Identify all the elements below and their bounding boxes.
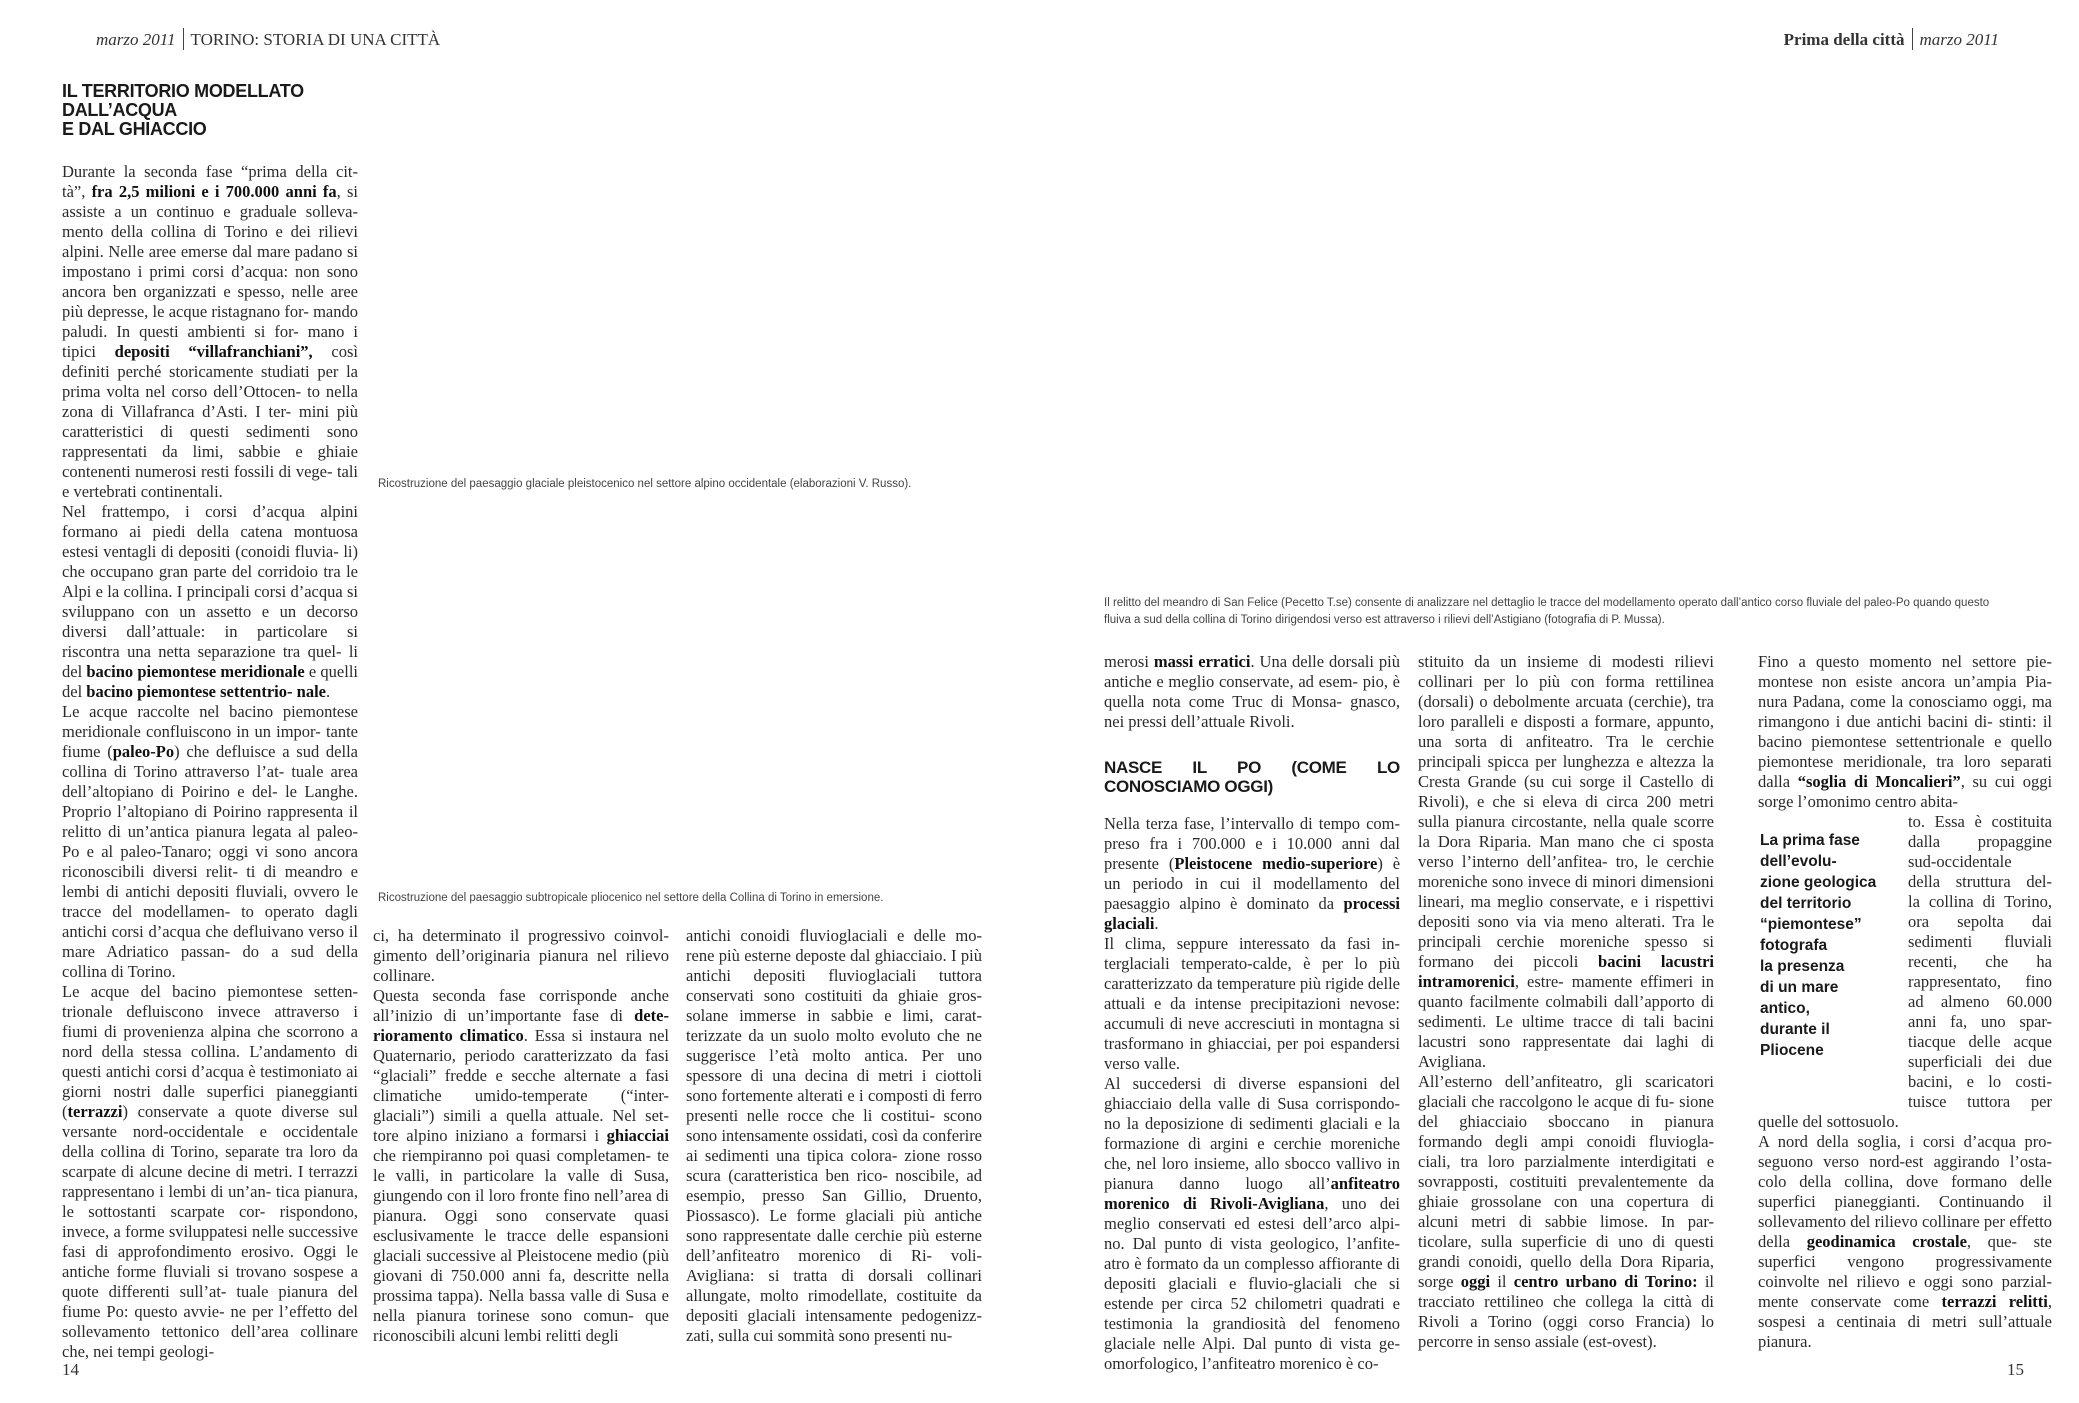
header-section: Prima della città	[1783, 30, 1905, 49]
paragraph: Durante la seconda fase “prima della cit- tà”, fra 2,5 milioni e i 700.000 anni fa, si assiste a un continuo e graduale solleva- mento della collina di Torino e dei rilievi alpini. Nelle aree emerse dal mare padano si impostano i primi corsi d’acqua: non sono ancora ben organizzati e spesso, nelle aree più depresse, le acque ristagnano for- mando paludi. In questi ambienti si for- mano i tipici depositi “villafranchiani”, così definiti perché storicamente studiati per la prima volta nel corso dell’Ottocen- to nella zona di Villafranca d’Asti. I ter- mini più caratteristici di questi sedimenti sono rappresentati da limi, sabbie e ghiaie contenenti numerosi resti fossili di vege- tali e vertebrati continentali.	[62, 162, 359, 501]
header-date: marzo 2011	[1919, 30, 1999, 49]
text-column-6-bottom	[1758, 1112, 2052, 1352]
paragraph: Nella terza fase, l’intervallo di tempo com- preso fra i 700.000 e i 10.000 anni dal presente (Pleistocene medio-superiore) è un periodo in cui il modellamento del paesaggio alpino è dominato da processi glaciali.	[1104, 814, 1401, 933]
text-column-1	[62, 162, 358, 1362]
page-number-left: 14	[62, 1360, 79, 1379]
paragraph: antichi conoidi fluvioglaciali e delle mo- rene più esterne deposte dal ghiacciaio. I più antichi depositi fluvioglaciali tuttora conservati sono costituiti da ghiaie gros- solane immerse in sabbie e limi, carat- terizzate da un suolo molto evoluto che ne suggerisce l’età molto antica. Per uno spessore di una decina di metri i ciottoli sono fortemente alterati e i composti di ferro presenti nelle rocce che li costitui- scono sono intensamente ossidati, così da conferire ai sedimenti una tipica colora- zione rosso scura (caratteristica ben rico- noscibile, ad esempio, presso San Gillio, Druento, Piossasco). Le forme glaciali più antiche sono rappresentate dalle cerchie più esterne dell’anfiteatro morenico di Ri- voli-Avigliana: si tratta di dorsali collinari allungate, molto rimodellate, costituite da depositi glaciali intensamente pedogenizz- zati, sulla cui sommità sono presenti nu-	[686, 926, 983, 1345]
paragraph: merosi massi erratici. Una delle dorsali più antiche e meglio conservate, ad esem- pio, è quella nota come Truc di Monsa- gnasco, nei pressi dell’attuale Rivoli.	[1104, 652, 1401, 731]
figure-caption: Il relitto del meandro di San Felice (Pecetto T.se) consente di analizzare nel dettaglio le tracce del modellamento operato dall’antico corso fluviale del paleo-Po quando questo fluiva a sud della collina di Torino dirigendosi verso est attraverso i rilievi dell’Astigiano (fotografia di P. Mussa).	[1104, 597, 1990, 626]
text-column-6-narrow: to. Essa è costituita dalla propaggine sud-occidentale della struttura del- la collina di Torino, ora sepolta dai sedimenti fluviali recenti, che ha rappresentato, fino ad almeno 60.000 anni fa, uno spar- tiacque delle acque superficiali dei due bacini, e lo costi- tuisce tuttora per	[1908, 812, 2052, 1111]
paragraph: stituito da un insieme di modesti rilievi collinari per lo più con forma rettilinea (dorsali) o debolmente arcuata (cerchie), tra loro paralleli e disposti a formare, appunto, una sorta di anfiteatro. Tra le cerchie principali spicca per lunghezza e altezza la Cresta Grande (su cui sorge il Castello di Rivoli), e che si eleva di circa 200 metri sulla pianura circostante, nella quale scorre la Dora Riparia. Man mano che ci sposta verso l’interno dell’anfitea- tro, le cerchie moreniche sono invece di minori dimensioni lineari, ma meglio conservate, e i rispettivi depositi sono via via meno alterati. Tra le principali cerchie moreniche spesso si formano dei piccoli bacini lacustri intramorenici, estre- mamente effimeri in quanto facilmente colmabili dall’apporto di sedimenti. Le ultime tracce di tali bacini lacustri sono rappresentate dai laghi di Avigliana.	[1418, 652, 1715, 1071]
text-column-4	[1104, 652, 1400, 1374]
header-divider	[183, 28, 184, 50]
text-column-2	[373, 926, 669, 1346]
paragraph: Le acque raccolte nel bacino piemontese meridionale confluiscono in un impor- tante fiume (paleo-Po) che defluisce a sud della collina di Torino attraverso l’at- tuale area dell’altopiano di Poirino e del- le Langhe. Proprio l’altopiano di Poirino rappresenta il relitto di un’antica pianura legata al paleo-Po e al paleo-Tanaro; oggi vi sono ancora riconoscibili diversi relit- ti di meandro e lembi di antichi depositi fluviali, ovvero le tracce del modellamen- to operato dagli antichi corsi d’acqua che defluivano verso il mare Adriatico passan- do a sud della collina di Torino.	[62, 702, 359, 981]
paragraph: A nord della soglia, i corsi d’acqua pro- seguono verso nord-est aggirando l’osta- colo della collina, dove formano delle superfici pianeggianti. Continuando il sollevamento del rilievo collinare per effetto della geodinamica crostale, que- ste superfici vengono progressivamente coinvolte nel rilievo e oggi sono parzial- mente conservate come terrazzi relitti, sospesi a centinaia di metri sull’attuale pianura.	[1758, 1132, 2053, 1351]
paragraph: ci, ha determinato il progressivo coinvol- gimento dell’originaria pianura nel rilievo collinare.	[373, 926, 669, 985]
paragraph: Le acque del bacino piemontese setten- trionale defluiscono invece attraverso i fiumi di provenienza alpina che scorrono a nord della stessa collina. L’andamento di questi antichi corsi d’acqua è testimoniato ai giorni nostri dalle superfici pianeggianti (terrazzi) conservate a quote diverse sul versante nord-occidentale e occidentale della collina di Torino, separate tra loro da scarpate di alcune decine di metri. I terrazzi rappresentano i lembi di un’an- tica pianura, le sottostanti scarpate cor- rispondono, invece, a forme sviluppatesi nelle successive fasi di approfondimento erosivo. Oggi le antiche forme fluviali si trovano sospese a quote differenti sull’at- tuale pianura del fiume Po: questo avvie- ne per l’effetto del sollevamento tettonico dell’area collinare che, nei tempi geologi-	[62, 982, 359, 1361]
right-running-header	[1784, 28, 1999, 50]
text-column-5	[1418, 652, 1714, 1352]
pull-quote: La prima fase dell’evolu- zione geologica del territorio “piemontese” fotografa la presenza di un mare antico, durante il Pliocene	[1760, 832, 1877, 1059]
left-running-header	[96, 28, 440, 50]
paragraph: quelle del sottosuolo.	[1758, 1112, 1899, 1131]
paragraph: All’esterno dell’anfiteatro, gli scaricatori glaciali che raccolgono le acque di fu- sione del ghiacciaio sboccano in pianura formando degli ampi conoidi fluviogla- ciali, tra loro parzialmente interdigitati e sovrapposti, costituiti prevalentemente da ghiaie grossolane con una copertura di alcuni metri di sabbie limose. In par- ticolare, sulla superficie di uno di questi grandi conoidi, quello della Dora Riparia, sorge oggi il centro urbano di Torino: il tracciato rettilineo che collega la città di Rivoli a Torino (oggi corso Francia) lo percorre in senso assiale (est-ovest).	[1418, 1072, 1715, 1351]
header-title: TORINO: STORIA DI UNA CITTÀ	[190, 30, 441, 49]
paragraph: Questa seconda fase corrisponde anche all’inizio di un’importante fase di dete- rioramento climatico. Essa si instaura nel Quaternario, periodo caratterizzato da fasi “glaciali” fredde e secche alternate a fasi climatiche umido-temperate (“inter- glaciali”) simili a quella attuale. Nel set- tore alpino iniziano a formarsi i ghiacciai che riempiranno poi quasi completamen- te le valli, in particolare la valle di Susa, giungendo con il loro fronte fino nell’area di pianura. Oggi sono conservate quasi esclusivamente le tracce delle espansioni glaciali successive al Pleistocene medio (più giovani di 750.000 anni fa, descritte nella prossima tappa). Nella bassa valle di Susa e nella pianura torinese sono comun- que riconoscibili alcuni lembi relitti degli	[373, 986, 670, 1345]
section-title: IL TERRITORIO MODELLATO DALL’ACQUA E DAL GHIACCIO	[62, 81, 304, 139]
text-column-6-top	[1758, 652, 2052, 812]
page-number-right: 15	[2007, 1360, 2024, 1379]
header-date: marzo 2011	[96, 30, 176, 49]
figure-caption: Ricostruzione del paesaggio subtropicale pliocenico nel settore della Collina di Torino in emersione.	[378, 892, 884, 904]
paragraph: Fino a questo momento nel settore pie- montese non esiste ancora un’ampia Pia- nura Padana, come la conosciamo oggi, ma rimangono i due antichi bacini di- stinti: il bacino piemontese settentrionale e quello piemontese meridionale, tra loro separati dalla “soglia di Moncalieri”, su cui oggi sorge l’omonimo centro abita-	[1758, 652, 2053, 811]
paragraph: Al succedersi di diverse espansioni del ghiacciaio della valle di Susa corrispondo- no la deposizione di sedimenti glaciali e la formazione di argini e cerchie moreniche che, nel loro insieme, allo sbocco vallivo in pianura danno luogo all’anfiteatro morenico di Rivoli-Avigliana, uno dei meglio conservati ed estesi dell’arco alpi- no. Dal punto di vista geologico, l’anfite- atro è formato da un complesso affiorante di depositi glaciali e fluvio-glaciali che si estende per circa 52 chilometri quadrati e testimonia la grandiosità del fenomeno glaciale nelle Alpi. Dal punto di vista ge- omorfologico, l’anfiteatro morenico è co-	[1104, 1074, 1401, 1373]
text-column-3	[686, 926, 982, 1346]
header-divider	[1912, 28, 1913, 50]
section-title: NASCE IL PO (COME LO CONOSCIAMO OGGI)	[1104, 758, 1400, 796]
paragraph: Nel frattempo, i corsi d’acqua alpini formano ai piedi della catena montuosa estesi ventagli di depositi (conoidi fluvia- li) che occupano gran parte del corridoio tra le Alpi e la collina. I principali corsi d’acqua si sviluppano con un assetto e un decorso diversi dall’attuale: in particolare si riscontra una netta separazione tra quel- li del bacino piemontese meridionale e quelli del bacino piemontese settentrio- nale.	[62, 502, 359, 701]
figure-caption: Ricostruzione del paesaggio glaciale pleistocenico nel settore alpino occidentale (elaborazioni V. Russo).	[378, 478, 912, 490]
paragraph: Il clima, seppure interessato da fasi in- terglaciali temperato-calde, è per lo più caratterizzato da temperature più rigide delle attuali e da intense precipitazioni nevose: accumuli di neve accresciuti in montagna si trasformano in ghiacciai, per poi espandersi verso valle.	[1104, 934, 1401, 1073]
